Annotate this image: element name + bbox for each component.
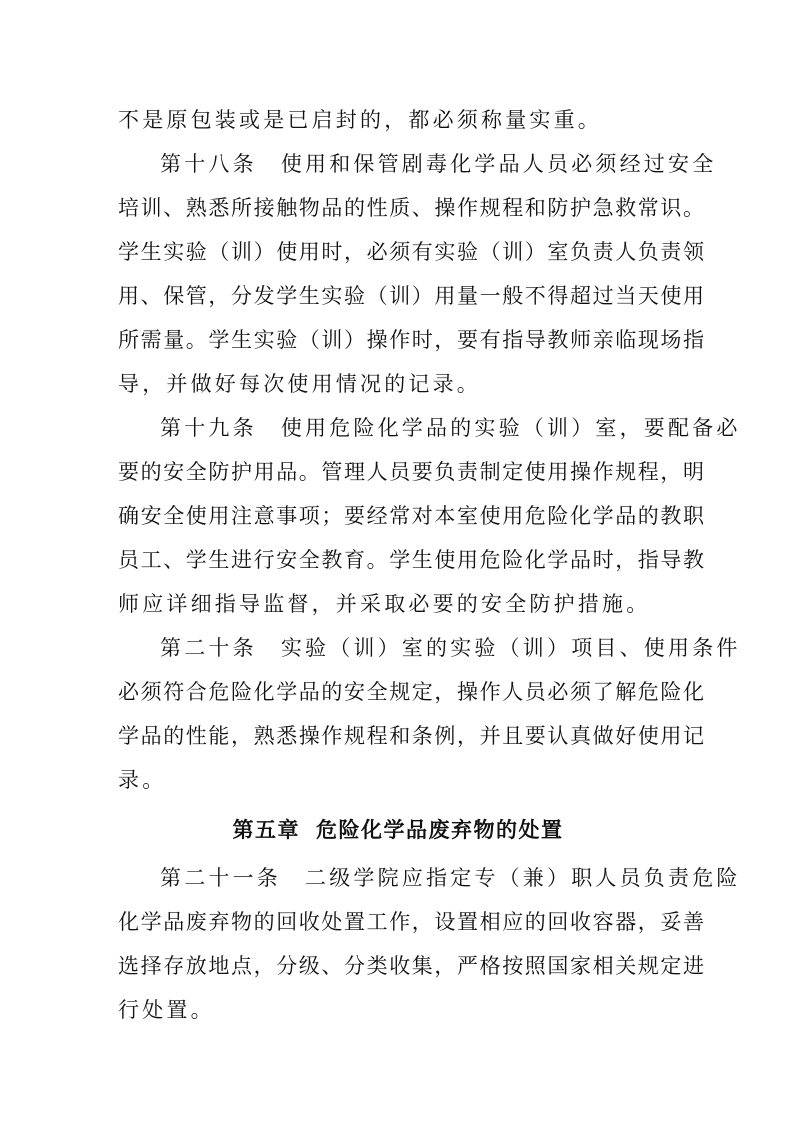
- chapter-heading: [118, 805, 678, 855]
- body-text: 行处置。: [118, 998, 215, 1022]
- article-number: 第二十一条: [160, 866, 281, 890]
- body-text: 所需量。学生实验（训）操作时，要有指导教师亲临现场指: [118, 328, 706, 352]
- article-21-first-line: [160, 856, 741, 900]
- body-line: [118, 582, 678, 626]
- body-text: 使用危险化学品的实验（训）室，要配备必: [280, 416, 741, 440]
- body-line: [118, 538, 706, 582]
- article-number: 第十八条: [160, 152, 257, 176]
- body-text: 使用和保管剧毒化学品人员必须经过安全: [280, 152, 717, 176]
- body-line: [118, 186, 706, 230]
- body-line: [118, 230, 706, 274]
- body-text: 确安全使用注意事项；要经常对本室使用危险化学品的教职: [118, 504, 706, 528]
- body-text: 选择存放地点，分级、分类收集，严格按照国家相关规定进: [118, 954, 706, 978]
- body-text: 不是原包装或是已启封的，都必须称量实重。: [118, 108, 602, 132]
- body-line: [118, 670, 706, 714]
- body-text: 实验（训）室的实验（训）项目、使用条件: [280, 636, 741, 660]
- body-text: 录。: [118, 768, 167, 792]
- body-line: [118, 318, 706, 362]
- body-text: 师应详细指导监督，并采取必要的安全防护措施。: [118, 592, 651, 616]
- article-20-first-line: [160, 626, 741, 670]
- body-text: 学生实验（训）使用时，必须有实验（训）室负责人负责领: [118, 240, 706, 264]
- body-text: 学品的性能，熟悉操作规程和条例，并且要认真做好使用记: [118, 724, 706, 748]
- chapter-title: 危险化学品废弃物的处置: [316, 818, 564, 842]
- body-text: 导，并做好每次使用情况的记录。: [118, 372, 481, 396]
- body-line: [118, 988, 678, 1032]
- article-number: 第十九条: [160, 416, 257, 440]
- body-line: [118, 494, 706, 538]
- article-number: 第二十条: [160, 636, 257, 660]
- chapter-number: 第五章: [232, 818, 300, 842]
- body-line: [118, 274, 706, 318]
- body-text: 必须符合危险化学品的安全规定，操作人员必须了解危险化: [118, 680, 706, 704]
- body-text: 要的安全防护用品。管理人员要负责制定使用操作规程，明: [118, 460, 706, 484]
- body-text: 员工、学生进行安全教育。学生使用危险化学品时，指导教: [118, 548, 706, 572]
- body-line: [118, 900, 706, 944]
- body-line: [118, 758, 678, 802]
- body-line: [118, 450, 706, 494]
- body-line: [118, 362, 678, 406]
- paragraph-continuation: [118, 98, 678, 142]
- article-18-first-line: [160, 142, 717, 186]
- body-line: [118, 944, 706, 988]
- body-text: 培训、熟悉所接触物品的性质、操作规程和防护急救常识。: [118, 196, 706, 220]
- body-text: 用、保管，分发学生实验（训）用量一般不得超过当天使用: [118, 284, 706, 308]
- article-19-first-line: [160, 406, 741, 450]
- body-text: 二级学院应指定专（兼）职人员负责危险: [305, 866, 741, 890]
- body-text: 化学品废弃物的回收处置工作，设置相应的回收容器，妥善: [118, 910, 706, 934]
- body-line: [118, 714, 706, 758]
